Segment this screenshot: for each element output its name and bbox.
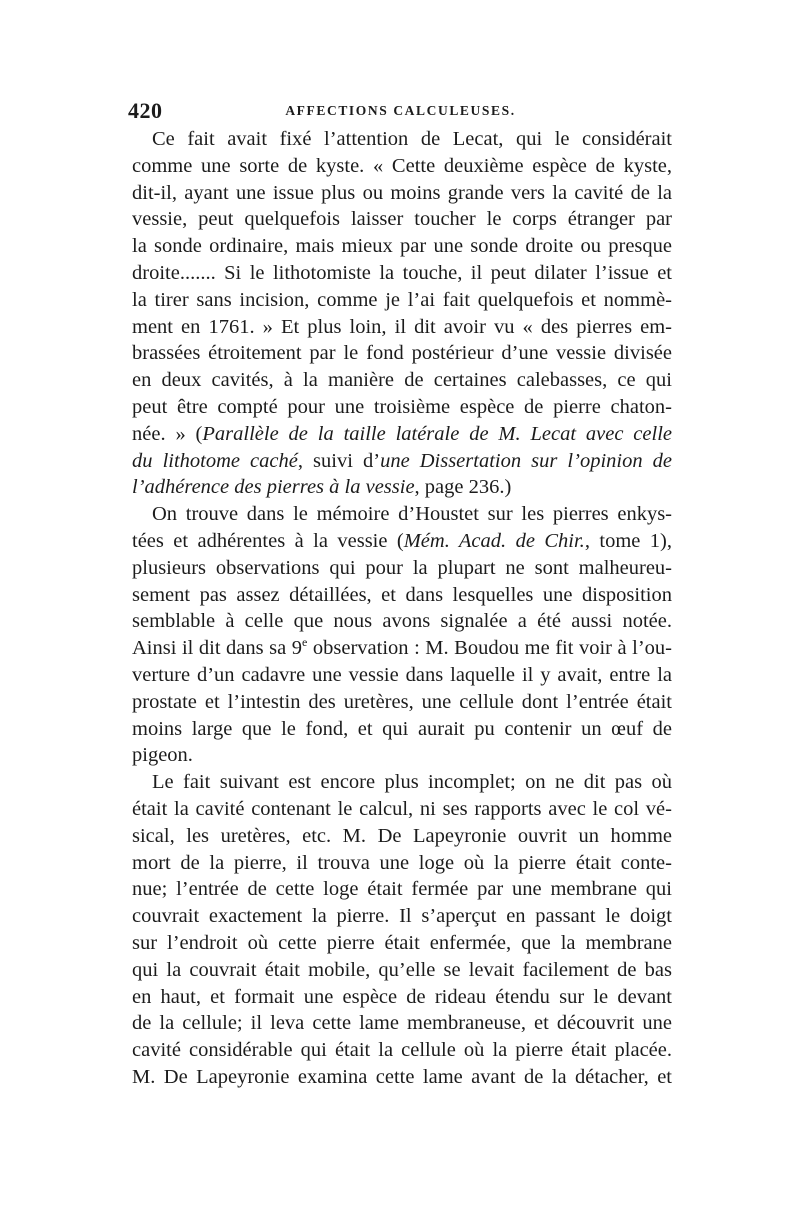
italic-citation: du lithotome caché [132, 449, 298, 472]
italic-citation: Parallèle de la taille latérale de M. Lecat avec celle [202, 422, 672, 445]
text-line: qui la couvrait était mobile, qu’elle se levait facilement de bas [132, 958, 672, 981]
text-line: sement pas assez détaillées, et dans lesquelles une disposition [132, 583, 672, 606]
text-line: Ce fait avait fixé l’attention de Lecat, qui le considérait [152, 128, 672, 150]
text-line: dit-il, ayant une issue plus ou moins grande vers la cavité de la [132, 181, 672, 204]
text-line: en haut, et formait une espèce de rideau étendu sur le devant [132, 985, 672, 1008]
text-line: Ainsi il dit dans sa 9e observation : M. Boudou me fit voir à l’ou- [132, 635, 672, 660]
text-line: de la cellule; il leva cette lame membraneuse, et découvrit une [132, 1012, 672, 1035]
text-line: moins large que le fond, et qui aurait pu contenir un œuf de [132, 717, 672, 740]
running-title: AFFECTIONS CALCULEUSES. [285, 103, 516, 118]
text-line: en deux cavités, à la manière de certaines calebasses, ce qui [132, 369, 672, 392]
text-line: M. De Lapeyronie examina cette lame avant de la détacher, et [132, 1065, 672, 1088]
text-line: comme une sorte de kyste. « Cette deuxième espèce de kyste, [132, 154, 672, 177]
text-line: brassées étroitement par le fond postérieur d’une vessie divisée [132, 342, 672, 365]
text-line: couvrait exactement la pierre. Il s’aperçut en passant le doigt [132, 905, 672, 928]
text-line: plusieurs observations qui pour la plupart ne sont malheureu- [132, 556, 672, 579]
text-line: droite....... Si le lithotomiste la touche, il peut dilater l’issue et [132, 261, 672, 284]
text-line: On trouve dans le mémoire d’Houstet sur les pierres enkys- [152, 503, 672, 526]
text-line: pigeon. [132, 744, 193, 767]
text-line: la tirer sans incision, comme je l’ai fait quelquefois et nommè- [132, 288, 672, 311]
body-text [132, 126, 672, 1091]
text-line: la sonde ordinaire, mais mieux par une sonde droite ou presque [132, 235, 672, 258]
text-line: sical, les uretères, etc. M. De Lapeyronie ouvrit un homme [132, 824, 672, 847]
text-line: ment en 1761. » Et plus loin, il dit avoir vu « des pierres em- [132, 315, 672, 338]
text-line: peut être compté pour une troisième espèce de pierre chaton- [132, 395, 672, 418]
text-line: sur l’endroit où cette pierre était enfermée, que la membrane [132, 931, 672, 954]
italic-citation: une Dissertation sur l’opinion de [380, 449, 672, 472]
text-line: prostate et l’intestin des uretères, une cellule dont l’entrée était [132, 690, 672, 713]
text-line: semblable à celle que nous avons signalée a été aussi notée. [132, 610, 672, 633]
text-line: verture d’un cadavre une vessie dans laquelle il y avait, entre la [132, 663, 672, 686]
text-line: nue; l’entrée de cette loge était fermée par une membrane qui [132, 878, 672, 901]
italic-citation: l’adhérence des pierres à la vessie [132, 476, 415, 499]
text-line: née. » (Parallèle de la taille latérale de M. Lecat avec celle [132, 422, 672, 445]
text-line: vessie, peut quelquefois laisser toucher le corps étranger par [132, 208, 672, 231]
page-number: 420 [128, 98, 163, 123]
italic-citation: Mém. Acad. de Chir. [403, 529, 585, 552]
text-line: était la cavité contenant le calcul, ni ses rapports avec le col vé- [132, 797, 672, 820]
text-line: mort de la pierre, il trouva une loge où la pierre était conte- [132, 851, 672, 874]
text-line: du lithotome caché, suivi d’une Dissertation sur l’opinion de [132, 449, 672, 472]
page-header [128, 98, 673, 124]
text-line: cavité considérable qui était la cellule où la pierre était placée. [132, 1039, 672, 1062]
text-line: tées et adhérentes à la vessie (Mém. Acad. de Chir., tome 1), [132, 529, 672, 552]
text-line: Le fait suivant est encore plus incomplet; on ne dit pas où [152, 771, 672, 794]
text-line: l’adhérence des pierres à la vessie, page 236.) [132, 476, 512, 499]
superscript: e [302, 635, 308, 650]
